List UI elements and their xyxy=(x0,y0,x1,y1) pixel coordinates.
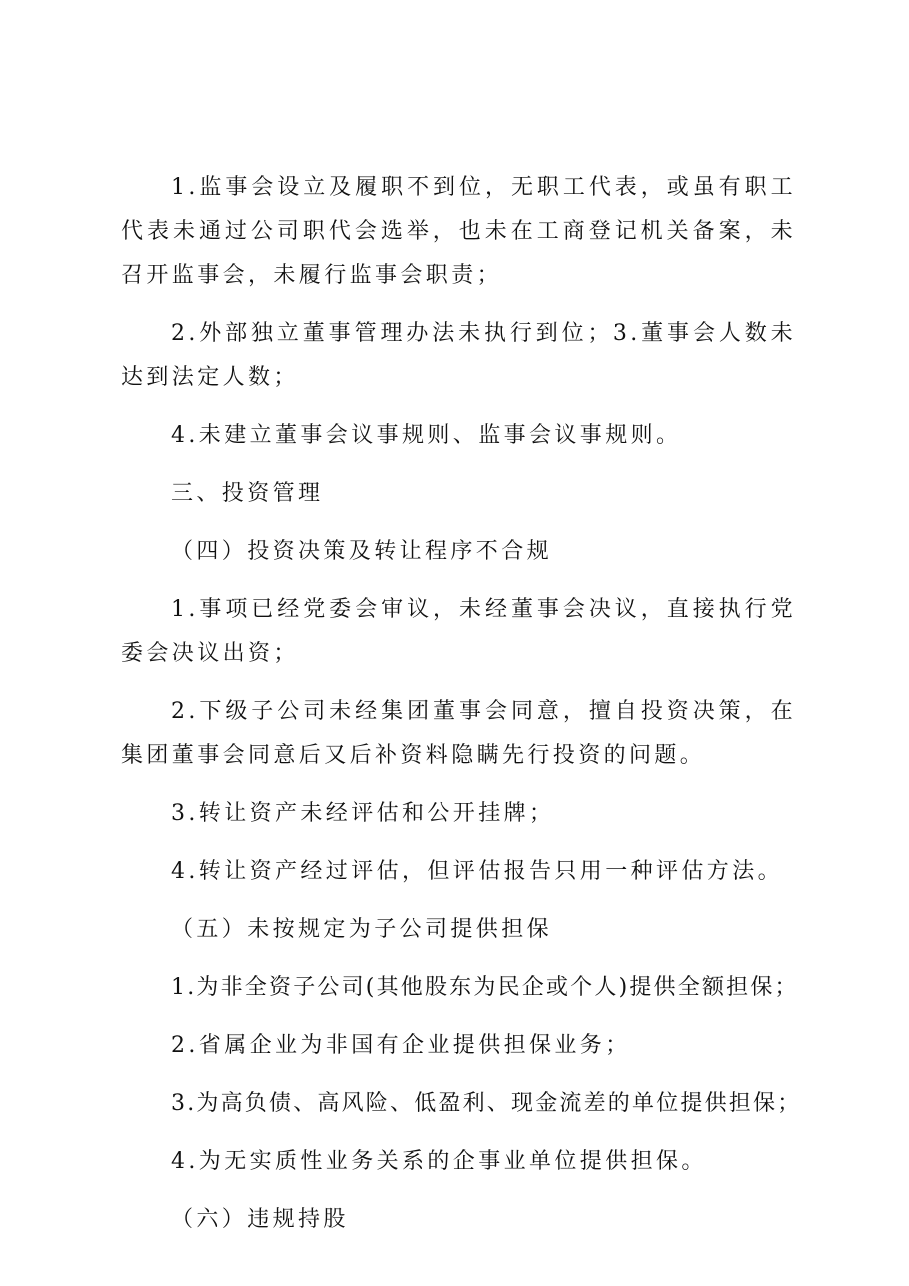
subsection-heading-shareholding: （六）违规持股 xyxy=(171,1207,349,1232)
subsection-heading-guarantees: （五）未按规定为子公司提供担保 xyxy=(171,917,553,942)
paragraph-asset-transfer-unassessed: 3.转让资产未经评估和公开挂牌； xyxy=(171,801,555,826)
paragraph-independent-directors: 2.外部独立董事管理办法未执行到位；3.董事会人数未达到法定人数； xyxy=(121,321,796,390)
paragraph-full-guarantee: 1.为非全资子公司(其他股东为民企或个人)提供全额担保； xyxy=(171,975,799,1000)
document-body xyxy=(121,166,802,1256)
paragraph-supervisory-board: 1.监事会设立及履职不到位，无职工代表，或虽有职工代表未通过公司职代会选举，也未在工商登记机关备案，未召开监事会，未履行监事会职责； xyxy=(121,175,796,288)
section-heading-investment: 三、投资管理 xyxy=(171,481,324,506)
paragraph-subsidiary-investment: 2.下级子公司未经集团董事会同意，擅自投资决策，在集团董事会同意后又后补资料隐瞒先行投资的问题。 xyxy=(121,699,796,768)
subsection-heading-investment-decisions: （四）投资决策及转让程序不合规 xyxy=(171,539,553,564)
paragraph-asset-transfer-single-method: 4.转让资产经过评估，但评估报告只用一种评估方法。 xyxy=(171,859,783,884)
paragraph-unrelated-guarantee: 4.为无实质性业务关系的企事业单位提供担保。 xyxy=(171,1149,707,1174)
paragraph-high-risk-guarantee: 3.为高负债、高风险、低盈利、现金流差的单位提供担保； xyxy=(171,1091,802,1116)
paragraph-board-rules: 4.未建立董事会议事规则、监事会议事规则。 xyxy=(171,423,682,448)
paragraph-party-committee: 1.事项已经党委会审议，未经董事会决议，直接执行党委会决议出资； xyxy=(121,597,796,666)
paragraph-non-state-guarantee: 2.省属企业为非国有企业提供担保业务； xyxy=(171,1033,631,1058)
